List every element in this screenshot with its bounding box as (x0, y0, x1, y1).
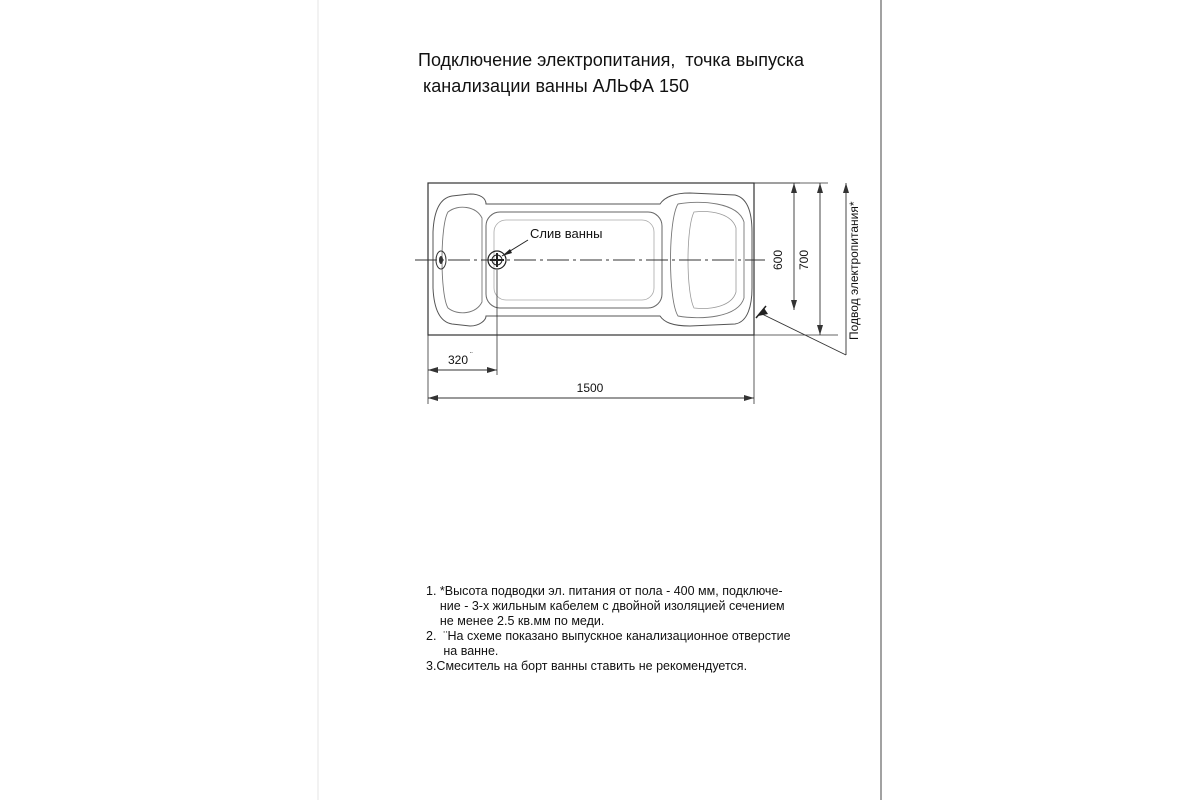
note-line: 1. *Высота подводки эл. питания от пола - 400 мм, подключе- (426, 584, 783, 598)
dim-320-arrow-left (428, 367, 438, 373)
dim-1500-arrow-left (428, 395, 438, 401)
dim-320-mark: ¨ (470, 351, 473, 360)
dim-600-arrow-top (791, 183, 797, 193)
dim-700-label: 700 (797, 249, 811, 271)
title-line-1: Подключение электропитания, точка выпуска (418, 50, 805, 70)
dim-320-arrow-right (487, 367, 497, 373)
overflow-center (439, 256, 443, 264)
dim-700-arrow-top (817, 183, 823, 193)
power-leader-line (760, 313, 846, 355)
drain-label: Слив ванны (530, 226, 603, 241)
title-line-2: канализации ванны АЛЬФА 150 (418, 76, 690, 96)
tub-outer-rim (428, 183, 754, 335)
note-line: на ванне. (426, 644, 499, 658)
drain-leader-arrow (502, 249, 512, 256)
dim-1500-arrow-right (744, 395, 754, 401)
power-label: Подвод электропитания* (847, 201, 861, 340)
note-line: не менее 2.5 кв.мм по меди. (426, 614, 605, 628)
note-line: 2. ¨На схеме показано выпускное канализационное отверстие (426, 629, 791, 643)
note-line: ние - 3-х жильным кабелем с двойной изоляцией сечением (426, 599, 785, 613)
dim-1500-label: 1500 (576, 381, 604, 395)
note-line: 3.Смеситель на борт ванны ставить не рекомендуется. (426, 659, 748, 673)
dim-320-label: 320 (448, 353, 469, 367)
dim-600-arrow-bottom (791, 300, 797, 310)
dim-700-arrow-bottom (817, 325, 823, 335)
power-dim-arrow (843, 183, 849, 193)
notes-block (426, 584, 791, 674)
dim-600-label: 600 (771, 249, 785, 271)
